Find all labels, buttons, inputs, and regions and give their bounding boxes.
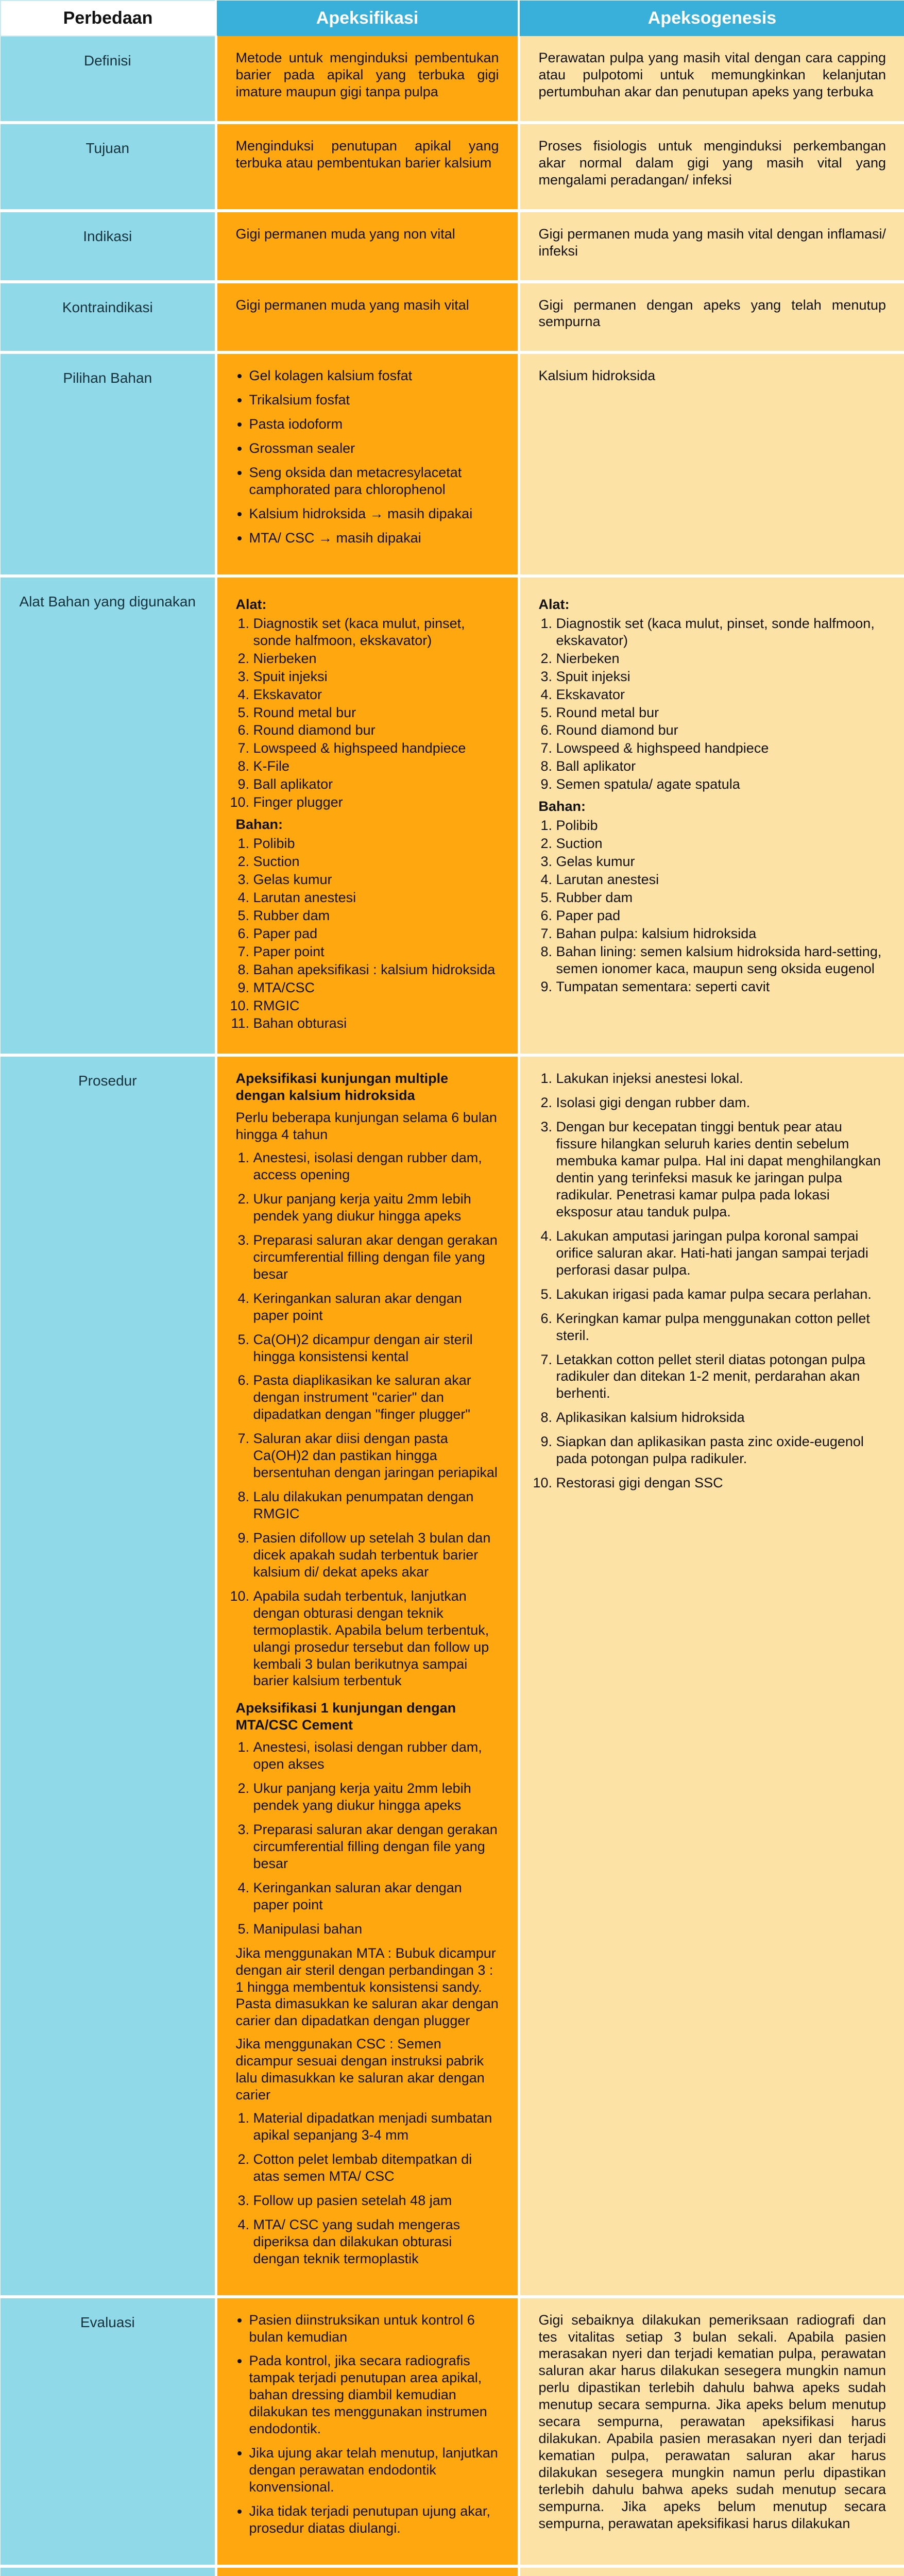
list-item: • Grossman sealer — [249, 440, 499, 457]
list-item: 7. Letakkan cotton pellet steril diatas potongan pulpa radikuler dan ditekan 1-2 menit, perdarahan akan berhenti. — [556, 1351, 886, 1402]
list-item: 4. Ekskavator — [556, 686, 886, 703]
evaluasi-list — [236, 2312, 499, 2537]
list-item: 3. Dengan bur kecepatan tinggi bentuk pear atau fissure hilangkan seluruh karies dentin sebelum membuka kamar pulpa. Hal ini dapat menghilangkan dentin yang terinfeksi masuk ke jaringan pulpa radikular. Penetrasi kamar pulpa pada lokasi eksposur atau tanduk pulpa. — [556, 1118, 886, 1221]
list-item: 1. Polibib — [253, 835, 499, 852]
list-item: 5. Ca(OH)2 dicampur dengan air steril hingga konsistensi kental — [253, 1331, 499, 1365]
list-item: 2. Ukur panjang kerja yaitu 2mm lebih pendek yang diukur hingga apeks — [253, 1780, 499, 1814]
list-item: 2. Suction — [253, 853, 499, 870]
indikasi-apeksifikasi: Gigi permanen muda yang non vital — [235, 226, 455, 242]
list-item: 8. Bahan apeksifikasi : kalsium hidroksida — [253, 961, 499, 978]
kontraindikasi-apeksifikasi: Gigi permanen muda yang masih vital — [235, 297, 469, 313]
evaluasi-apeksogenesis: Gigi sebaiknya dilakukan pemeriksaan radiografi dan tes vitalitas setiap 3 bulan sekali. Apabila pasien merasakan nyeri dan terjadi kematian pulpa, perawatan saluran akar harus dilakukan sesegera mungkin namun perlu dipastikan terlebih dahulu bahwa apeks sudah menutup secara sempurna. Jika apeks belum menutup secara sempurna, perawatan apeksifikasi harus dilakukan. Apabila pasien merasakan nyeri dan terjadi kematian pulpa, perawatan saluran akar harus dilakukan sesegera mungkin namun perlu dipastikan terlebih dahulu bahwa apeks sudah menutup secara sempurna. Jika apeks belum menutup secara sempurna, perawatan apeksifikasi harus dilakukan — [538, 2312, 886, 2531]
list-item: • Pada kontrol, jika secara radiografis tampak terjadi penutupan area apikal, bahan dressing diambil kemudian dilakukan tes menggunakan instrumen endodontik. — [249, 2352, 499, 2437]
apeko-steps — [539, 1070, 886, 1492]
list-item: 8. Ball aplikator — [556, 758, 886, 775]
list-item: 9. Tumpatan sementara: seperti cavit — [556, 978, 886, 995]
list-item: 3. Spuit injeksi — [556, 668, 886, 685]
list-item: 6. Round diamond bur — [253, 722, 499, 739]
one-visit-steps-2 — [236, 2110, 499, 2267]
list-item: 5. Round metal bur — [253, 704, 499, 721]
list-item: 7. Saluran akar diisi dengan pasta Ca(OH)2 dan pastikan hingga bersentuhan dengan jaringan periapikal — [253, 1430, 499, 1481]
list-item: 5. Rubber dam — [556, 889, 886, 906]
list-item: 4. Ekskavator — [253, 686, 499, 703]
list-item: 1. Diagnostik set (kaca mulut, pinset, sonde halfmoon, ekskavator) — [253, 615, 499, 649]
list-item: 2. Isolasi gigi dengan rubber dam. — [556, 1094, 886, 1111]
multi-visit-title: Apeksifikasi kunjungan multiple dengan kalsium hidroksida — [235, 1071, 449, 1104]
list-item: • Pasien diinstruksikan untuk kontrol 6 bulan kemudian — [249, 2312, 499, 2346]
list-item: 1. Anestesi, isolasi dengan rubber dam, access opening — [253, 1149, 499, 1183]
bahan-apeksogenesis: Kalsium hidroksida — [538, 368, 656, 384]
list-item: 4. Keringankan saluran akar dengan paper point — [253, 1879, 499, 1913]
bahan-list — [236, 367, 499, 547]
apeko-alat-list — [539, 615, 886, 793]
list-item: 10. RMGIC — [253, 997, 499, 1014]
list-item: • MTA/ CSC → masih dipakai — [249, 530, 499, 547]
list-item: 9. Semen spatula/ agate spatula — [556, 776, 886, 793]
mta-note: Jika menggunakan MTA : Bubuk dicampur dengan air steril dengan perbandingan 3 : 1 hingga membentuk konsistensi sandy. Pasta dimasukkan ke saluran akar dengan carier dan dipadatkan dengan plugger — [235, 1945, 499, 2029]
list-item: 6. Paper pad — [556, 907, 886, 924]
list-item: 5. Rubber dam — [253, 907, 499, 924]
row-prosedur — [1, 1055, 904, 2296]
header-apeksogenesis: Apeksogenesis — [519, 1, 904, 36]
list-item: 8. Bahan lining: semen kalsium hidroksida hard-setting, semen ionomer kaca, maupun seng oksida eugenol — [556, 943, 886, 977]
definisi-apeksogenesis: Perawatan pulpa yang masih vital dengan cara capping atau pulpotomi untuk memungkinkan kelanjutan pertumbuhan akar dan penutupan apeks yang terbuka — [538, 50, 886, 99]
row-alat-bahan — [1, 576, 904, 1056]
row-pilihan-bahan — [1, 352, 904, 576]
header-row — [1, 1, 904, 36]
list-item: 5. Manipulasi bahan — [253, 1921, 499, 1938]
list-item: 3. Follow up pasien setelah 48 jam — [253, 2192, 499, 2209]
list-item: 10. Finger plugger — [253, 794, 499, 811]
csc-note: Jika menggunakan CSC : Semen dicampur sesuai dengan instruksi pabrik lalu dimasukkan ke saluran akar dengan carier — [235, 2036, 485, 2103]
bahan-title: Bahan: — [538, 799, 586, 815]
list-item: 4. Larutan anestesi — [253, 889, 499, 906]
definisi-apeksifikasi: Metode untuk menginduksi pembentukan barier pada apikal yang terbuka gigi imature maupun gigi tanpa pulpa — [235, 50, 499, 99]
list-item: 6. Paper pad — [253, 925, 499, 942]
row-label: Indikasi — [1, 211, 216, 282]
alat-title: Alat: — [538, 596, 570, 612]
multi-visit-intro: Perlu beberapa kunjungan selama 6 bulan hingga 4 tahun — [235, 1110, 497, 1143]
list-item: • Trikalsium fosfat — [249, 392, 499, 409]
list-item: 8. K-File — [253, 758, 499, 775]
list-item: 7. Bahan pulpa: kalsium hidroksida — [556, 925, 886, 942]
list-item: 2. Nierbeken — [253, 650, 499, 667]
list-item: 5. Round metal bur — [556, 704, 886, 721]
list-item: • Jika ujung akar telah menutup, lanjutkan dengan perawatan endodontik konvensional. — [249, 2445, 499, 2496]
list-item: 3. Gelas kumur — [253, 871, 499, 888]
list-item: 9. MTA/CSC — [253, 979, 499, 996]
list-item: • Kalsium hidroksida → masih dipakai — [249, 505, 499, 522]
list-item: 10. Restorasi gigi dengan SSC — [556, 1475, 886, 1492]
row-label: Kontraindikasi — [1, 282, 216, 353]
list-item: • Gel kolagen kalsium fosfat — [249, 367, 499, 384]
list-item: 2. Cotton pelet lembab ditempatkan di atas semen MTA/ CSC — [253, 2151, 499, 2185]
apeko-bahan-list — [539, 817, 886, 995]
list-item: 8. Aplikasikan kalsium hidroksida — [556, 1409, 886, 1426]
header-perbedaan: Perbedaan — [1, 1, 216, 36]
row-indikasi — [1, 211, 904, 282]
row-label: Pilihan Bahan — [1, 352, 216, 576]
indikasi-apeksogenesis: Gigi permanen muda yang masih vital dengan inflamasi/ infeksi — [538, 226, 886, 259]
row-label: Prosedur — [1, 1055, 216, 2296]
row-label: Evaluasi — [1, 2297, 216, 2566]
row-label — [1, 2566, 216, 2576]
list-item: 9. Ball aplikator — [253, 776, 499, 793]
list-item: 1. Anestesi, isolasi dengan rubber dam, open akses — [253, 1739, 499, 1773]
row-kontraindikasi — [1, 282, 904, 353]
list-item: 4. Lakukan amputasi jaringan pulpa koronal sampai orifice saluran akar. Hati-hati jangan sampai terjadi perforasi dasar pulpa. — [556, 1228, 886, 1279]
alat-title: Alat: — [235, 596, 267, 612]
row-tujuan — [1, 123, 904, 211]
list-item: 1. Diagnostik set (kaca mulut, pinset, sonde halfmoon, ekskavator) — [556, 615, 886, 649]
list-item: • Seng oksida dan metacresylacetat camphorated para chlorophenol — [249, 464, 499, 498]
list-item: 3. Preparasi saluran akar dengan gerakan circumferential filling dengan file yang besar — [253, 1821, 499, 1872]
row-definisi — [1, 36, 904, 123]
list-item: • Pasta iodoform — [249, 416, 499, 433]
list-item: 7. Lowspeed & highspeed handpiece — [556, 740, 886, 757]
bahan-title: Bahan: — [235, 817, 283, 833]
list-item: 4. Larutan anestesi — [556, 871, 886, 888]
list-item: 6. Keringkan kamar pulpa menggunakan cotton pellet steril. — [556, 1310, 886, 1344]
list-item: 7. Lowspeed & highspeed handpiece — [253, 740, 499, 757]
tujuan-apeksifikasi: Menginduksi penutupan apikal yang terbuka atau pembentukan barier kalsium — [235, 138, 499, 171]
list-item: 11. Bahan obturasi — [253, 1015, 499, 1032]
one-visit-title: Apeksifikasi 1 kunjungan dengan MTA/CSC Cement — [235, 1700, 456, 1733]
list-item: 6. Pasta diaplikasikan ke saluran akar dengan instrument "carier" dan dipadatkan dengan "finger plugger" — [253, 1372, 499, 1423]
list-item: 4. MTA/ CSC yang sudah mengeras diperiksa dan dilakukan obturasi dengan teknik termoplastik — [253, 2216, 499, 2267]
one-visit-steps — [236, 1739, 499, 1937]
list-item: 1. Lakukan injeksi anestesi lokal. — [556, 1070, 886, 1087]
apeks-bahan-list — [236, 835, 499, 1032]
list-item: 2. Nierbeken — [556, 650, 886, 667]
list-item: 6. Round diamond bur — [556, 722, 886, 739]
tujuan-apeksogenesis: Proses fisiologis untuk menginduksi perkembangan akar normal dalam gigi yang masih vital yang mengalami peradangan/ infeksi — [538, 138, 886, 188]
list-item: 8. Lalu dilakukan penumpatan dengan RMGIC — [253, 1488, 499, 1522]
list-item: 2. Suction — [556, 835, 886, 852]
row-label: Definisi — [1, 36, 216, 123]
list-item: 3. Gelas kumur — [556, 853, 886, 870]
header-apeksifikasi: Apeksifikasi — [216, 1, 519, 36]
list-item: 1. Polibib — [556, 817, 886, 834]
list-item: 3. Spuit injeksi — [253, 668, 499, 685]
row-gagal — [1, 2566, 904, 2576]
list-item: 1. Material dipadatkan menjadi sumbatan apikal sepanjang 3-4 mm — [253, 2110, 499, 2144]
row-evaluasi — [1, 2297, 904, 2566]
apeks-alat-list — [236, 615, 499, 811]
list-item: 5. Lakukan irigasi pada kamar pulpa secara perlahan. — [556, 1286, 886, 1303]
list-item: 3. Preparasi saluran akar dengan gerakan circumferential filling dengan file yang besar — [253, 1232, 499, 1283]
list-item: 7. Paper point — [253, 943, 499, 960]
list-item: 2. Ukur panjang kerja yaitu 2mm lebih pendek yang diukur hingga apeks — [253, 1191, 499, 1225]
list-item: 9. Pasien difollow up setelah 3 bulan dan dicek apakah sudah terbentuk barier kalsium di/ dekat apeks akar — [253, 1530, 499, 1581]
list-item: • Jika tidak terjadi penutupan ujung akar, prosedur diatas diulangi. — [249, 2503, 499, 2537]
list-item: 4. Keringankan saluran akar dengan paper point — [253, 1290, 499, 1324]
kontraindikasi-apeksogenesis: Gigi permanen dengan apeks yang telah menutup sempurna — [538, 297, 886, 330]
list-item: 10. Apabila sudah terbentuk, lanjutkan dengan obturasi dengan teknik termoplastik. Apabila belum terbentuk, ulangi prosedur tersebut dan follow up kembali 3 bulan berikutnya sampai barier kalsium terbentuk — [253, 1588, 499, 1690]
row-label: Alat Bahan yang digunakan — [1, 576, 216, 1056]
list-item: 9. Siapkan dan aplikasikan pasta zinc oxide-eugenol pada potongan pulpa radikuler. — [556, 1433, 886, 1467]
multi-visit-steps — [236, 1149, 499, 1689]
row-label: Tujuan — [1, 123, 216, 211]
